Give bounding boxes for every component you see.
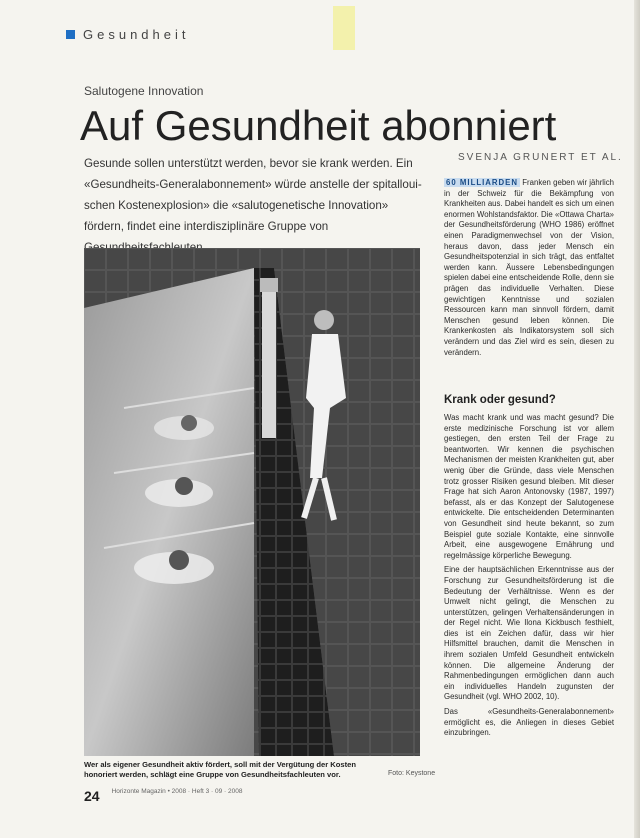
page-footer xyxy=(84,788,242,804)
article-headline: Auf Gesundheit abonniert xyxy=(80,102,557,149)
paragraph: Das «Gesundheits-Generalabonnement» ermöglicht es, die Anliegen in dieses Gebiet einzubringen. xyxy=(444,707,614,738)
article-author: SVENJA GRUNERT ET AL. xyxy=(458,152,623,163)
publication-info: Horizonte Magazin • 2008 · Heft 3 · 09 · 2008 xyxy=(111,788,243,795)
pool-photo-illustration xyxy=(84,248,420,756)
highlight-marker xyxy=(333,6,355,50)
section-square-icon xyxy=(66,30,75,39)
section-label: Gesundheit xyxy=(83,26,190,42)
photo-caption: Wer als eigener Gesundheit aktiv fördert, soll mit der Vergütung der Kosten honoriert werden, schlägt eine Gruppe von Gesundheitsfachleuten vor. xyxy=(84,760,357,779)
article-subhead: Krank oder gesund? xyxy=(444,394,556,406)
article-column-2 xyxy=(444,413,614,743)
column-1-text: Franken geben wir jährlich in der Schweiz für die Bekämpfung von Krankheiten aus. Dabei handelt es sich um einen enormen Wohlstandsfaktor. Die «Ottawa Charta» der Gesundheitsförderung (WHO 1986) eröffnet einen Paradigmenwechsel von der Vision, heraus davon, dass jeder Mensch ein Gesundheitspotenzial in sich trägt, das entfaltet werden kann. Äussere Lebensbedingungen spielen dabei eine entscheidende Rolle, denn sie prägen das individuelle Verhalten. Diese gewichtigen Kenntnisse und sozialen Ressourcen kann man sinnvoll fördern, damit Menschen gesund leben können. Die Krankenkosten als Indikatorsystem soll sich verändern und das Ziel wird es sein, diesen zu verändern. xyxy=(444,178,614,357)
paragraph: Eine der hauptsächlichen Erkenntnisse aus der Forschung zur Gesundheitsförderung ist die Bedeutung der Verhältnisse. Wenn es der Umwelt nicht gelingt, die Menschen zu unterstützen, gelingen Verhaltensänderungen in der Regel nicht. Wie Ilona Kickbusch festhielt, dies ist ein Zeichen dafür, dass wir hier Hilfsmittel brauchen, damit die Menschen in ihrem sozialen Umfeld Gesundheit entwickeln können. Die allgemeine Änderung der Rahmenbedingungen ermöglichen dann auch ein individuelles Handeln zugunsten der Gesundheit (vgl. WHO 2002, 10). xyxy=(444,565,614,702)
photo-credit: Foto: Keystone xyxy=(388,770,436,777)
page-edge xyxy=(634,0,640,838)
article-kicker: Salutogene Innovation xyxy=(84,84,204,98)
article-photo xyxy=(84,248,420,756)
highlight-number: 60 MILLIARDEN xyxy=(446,178,519,187)
page-number: 24 xyxy=(84,788,100,804)
paragraph: Was macht krank und was macht gesund? Die erste medizinische Forschung ist vor allem gestiegen, den ersten Teil der Frage zu beantworten. Wir kennen die psychischen Mechanismen der meisten Krankheiten gut, aber wenig über die Gründe, dass viele Menschen trotz grosser Risiken gesund bleiben. Mit dieser Frage hat sich Aaron Antonovsky (1987, 1997) befasst, als er das Konzept der Salutogenese entwickelte. Die entscheidenden Determinanten von Gesundheit sind heute bekannt, so zum Beispiel gute soziale Kontakte, eine sinnvolle Arbeit, eine ausgewogene Ernährung und regelmässige körperliche Bewegung. xyxy=(444,413,614,560)
article-lead: Gesunde sollen unterstützt werden, bevor sie krank werden. Ein «Gesundheits-Generalabonnement» würde anstelle der spitalloui-schen Kostenexplosion» die «salutogenetische Innovation» fördern, findet eine interdisziplinäre Gruppe von xyxy=(84,157,422,233)
article-column-1 xyxy=(444,178,614,362)
section-header xyxy=(66,24,190,44)
